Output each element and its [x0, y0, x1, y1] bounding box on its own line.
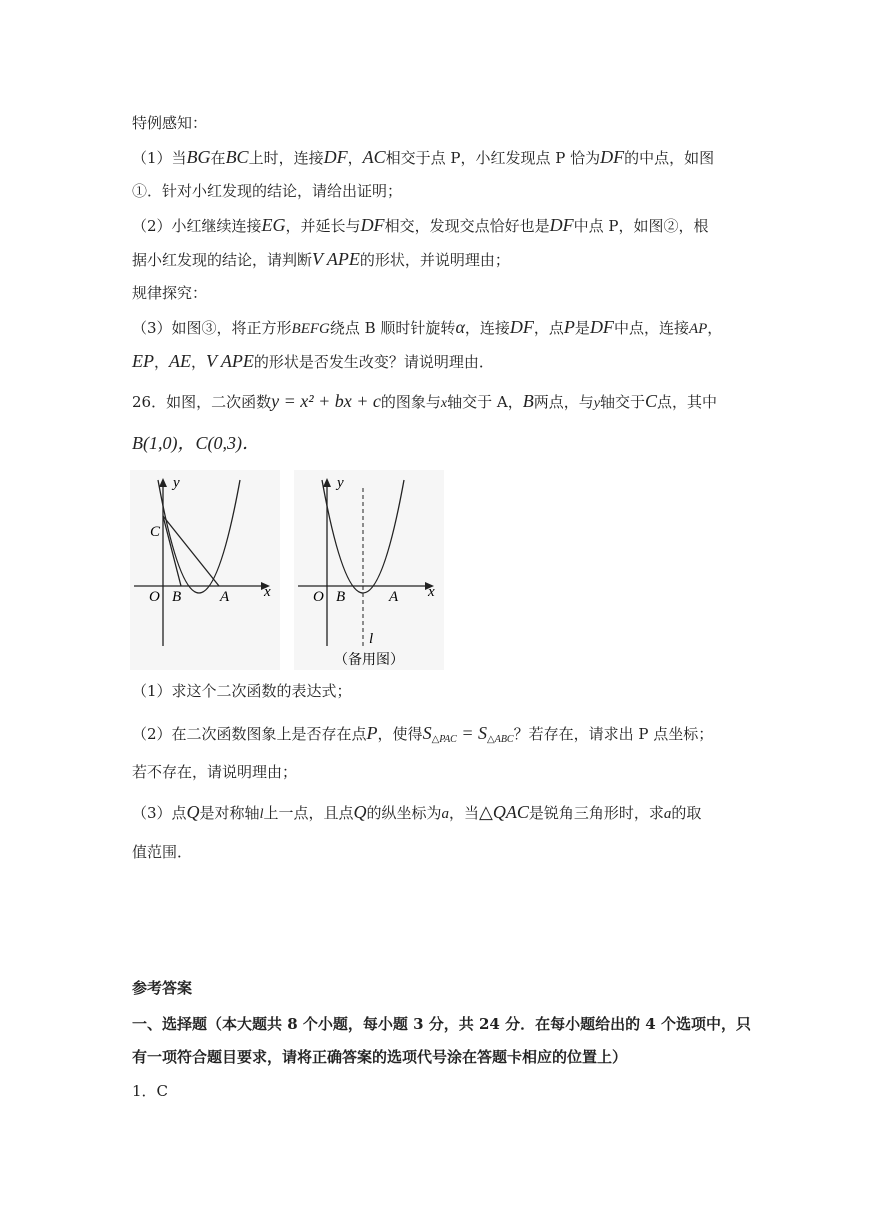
axis-label-y: y [337, 475, 344, 491]
text-line: （1）求这个二次函数的表达式； [132, 682, 352, 700]
text-line: 26．如图，二次函数y = x² + bx + c的图象与x轴交于 A，B两点，与y轴交于C点，其中 [132, 391, 718, 411]
text-line: B(1,0)，C(0,3)． [132, 433, 260, 453]
text-line: （3）如图③，将正方形BEFG绕点 B 顺时针旋转α，连接DF，点P是DF中点，连接AP， [132, 317, 723, 337]
text-line: 规律探究： [132, 284, 208, 302]
point-label-c: C [150, 524, 161, 540]
point-label-a: A [220, 589, 230, 605]
text-line: （3）点Q是对称轴l上一点，且点Q的纵坐标为a，当△QAC是锐角三角形时，求a的取 [132, 802, 702, 822]
answer-item: 1．C [132, 1082, 169, 1100]
figure-caption: （备用图） [334, 653, 404, 668]
text-line: （2）小红继续连接EG，并延长与DF相交，发现交点恰好也是DF中点 P，如图②，根 [132, 215, 709, 235]
point-label-o: O [313, 589, 324, 605]
axis-label-x: x [428, 584, 435, 600]
text-line: 值范围． [132, 843, 193, 861]
text-line: （1）当BG在BC上时，连接DF，AC相交于点 P，小红发现点 P 恰为DF的中点，如图 [132, 147, 715, 167]
axis-label-x: x [264, 584, 271, 600]
parabola-figure-1 [130, 470, 280, 670]
point-label-o: O [149, 589, 160, 605]
answer-title: 参考答案 [132, 979, 193, 997]
point-label-b: B [172, 589, 182, 605]
line-label-l: l [369, 631, 374, 647]
text-line: EP，AE，V APE的形状是否发生改变？请说明理由． [132, 351, 494, 371]
parabola-figure-2 [294, 470, 444, 670]
text-line: 若不存在，请说明理由； [132, 763, 298, 781]
axis-label-y: y [173, 475, 180, 491]
point-label-a: A [389, 589, 399, 605]
point-label-b: B [336, 589, 346, 605]
text-line: 特例感知： [132, 114, 208, 132]
text-line: ①．针对小红发现的结论，请给出证明； [132, 182, 403, 200]
section-heading: 一、选择题（本大题共 8 个小题，每小题 3 分，共 24 分．在每小题给出的 4 个选项中，只 [132, 1015, 751, 1033]
section-heading: 有一项符合题目要求，请将正确答案的选项代号涂在答题卡相应的位置上） [132, 1048, 628, 1066]
text-line: 据小红发现的结论，请判断V APE的形状，并说明理由； [132, 249, 510, 269]
text-line: （2）在二次函数图象上是否存在点P，使得$S_{\triangle PAC} = S_{\triangle ABC}$？若存在，请求出 P 点坐标； [132, 723, 714, 745]
